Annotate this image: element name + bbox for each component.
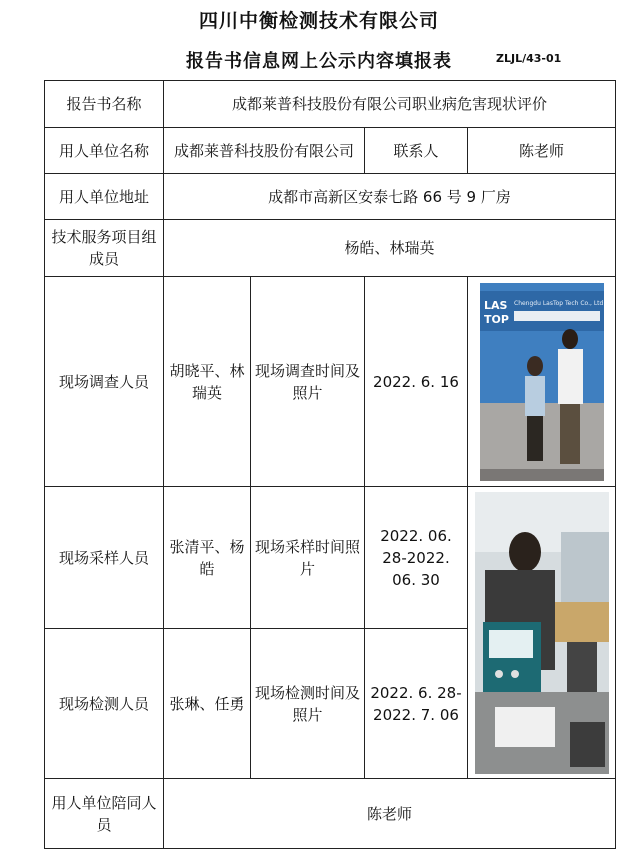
escort-value: 陈老师: [164, 779, 616, 849]
row-employer: [45, 128, 616, 174]
survey-sign-text: Chengdu LasTop Tech Co., Ltd: [513, 299, 603, 307]
testing-label: 现场检测人员: [45, 629, 164, 779]
contact-value: 陈老师: [468, 128, 616, 174]
survey-logo-text: LAS: [483, 298, 507, 312]
row-team: [45, 220, 616, 277]
address-value: 成都市高新区安泰七路 66 号 9 厂房: [164, 174, 616, 220]
company-title: 四川中衡检测技术有限公司: [198, 10, 439, 32]
sampling-testing-photo-cell: [468, 487, 616, 779]
sampling-photo: [475, 492, 609, 774]
team-value: 杨皓、林瑞英: [164, 220, 616, 277]
row-report-name: [45, 81, 616, 128]
address-label: 用人单位地址: [45, 174, 164, 220]
survey-label: 现场调查人员: [45, 277, 164, 487]
svg-text:TOP: TOP: [483, 312, 509, 326]
employer-label: 用人单位名称: [45, 128, 164, 174]
testing-people: 张琳、任勇: [164, 629, 251, 779]
testing-date: 2022. 6. 28-2022. 7. 06: [365, 629, 468, 779]
sampling-date: 2022. 06. 28-2022. 06. 30: [365, 487, 468, 629]
sampling-people: 张清平、杨皓: [164, 487, 251, 629]
employer-value: 成都莱普科技股份有限公司: [164, 128, 365, 174]
row-survey: [45, 277, 616, 487]
testing-time-label: 现场检测时间及照片: [251, 629, 365, 779]
report-name-value: 成都莱普科技股份有限公司职业病危害现状评价: [164, 81, 616, 128]
form-code: ZLJL/43-01: [496, 52, 562, 65]
survey-date: 2022. 6. 16: [365, 277, 468, 487]
form-title: 报告书信息网上公示内容填报表: [186, 51, 452, 72]
survey-time-label: 现场调查时间及照片: [251, 277, 365, 487]
escort-label: 用人单位陪同人员: [45, 779, 164, 849]
survey-people: 胡晓平、林瑞英: [164, 277, 251, 487]
contact-label: 联系人: [365, 128, 468, 174]
row-sampling: [45, 487, 616, 629]
sampling-time-label: 现场采样时间照片: [251, 487, 365, 629]
survey-photo: [480, 283, 604, 481]
info-table: [44, 80, 616, 849]
row-address: [45, 174, 616, 220]
team-label: 技术服务项目组成员: [45, 220, 164, 277]
survey-photo-cell: [468, 277, 616, 487]
report-name-label: 报告书名称: [45, 81, 164, 128]
sampling-label: 现场采样人员: [45, 487, 164, 629]
row-escort: [45, 779, 616, 849]
